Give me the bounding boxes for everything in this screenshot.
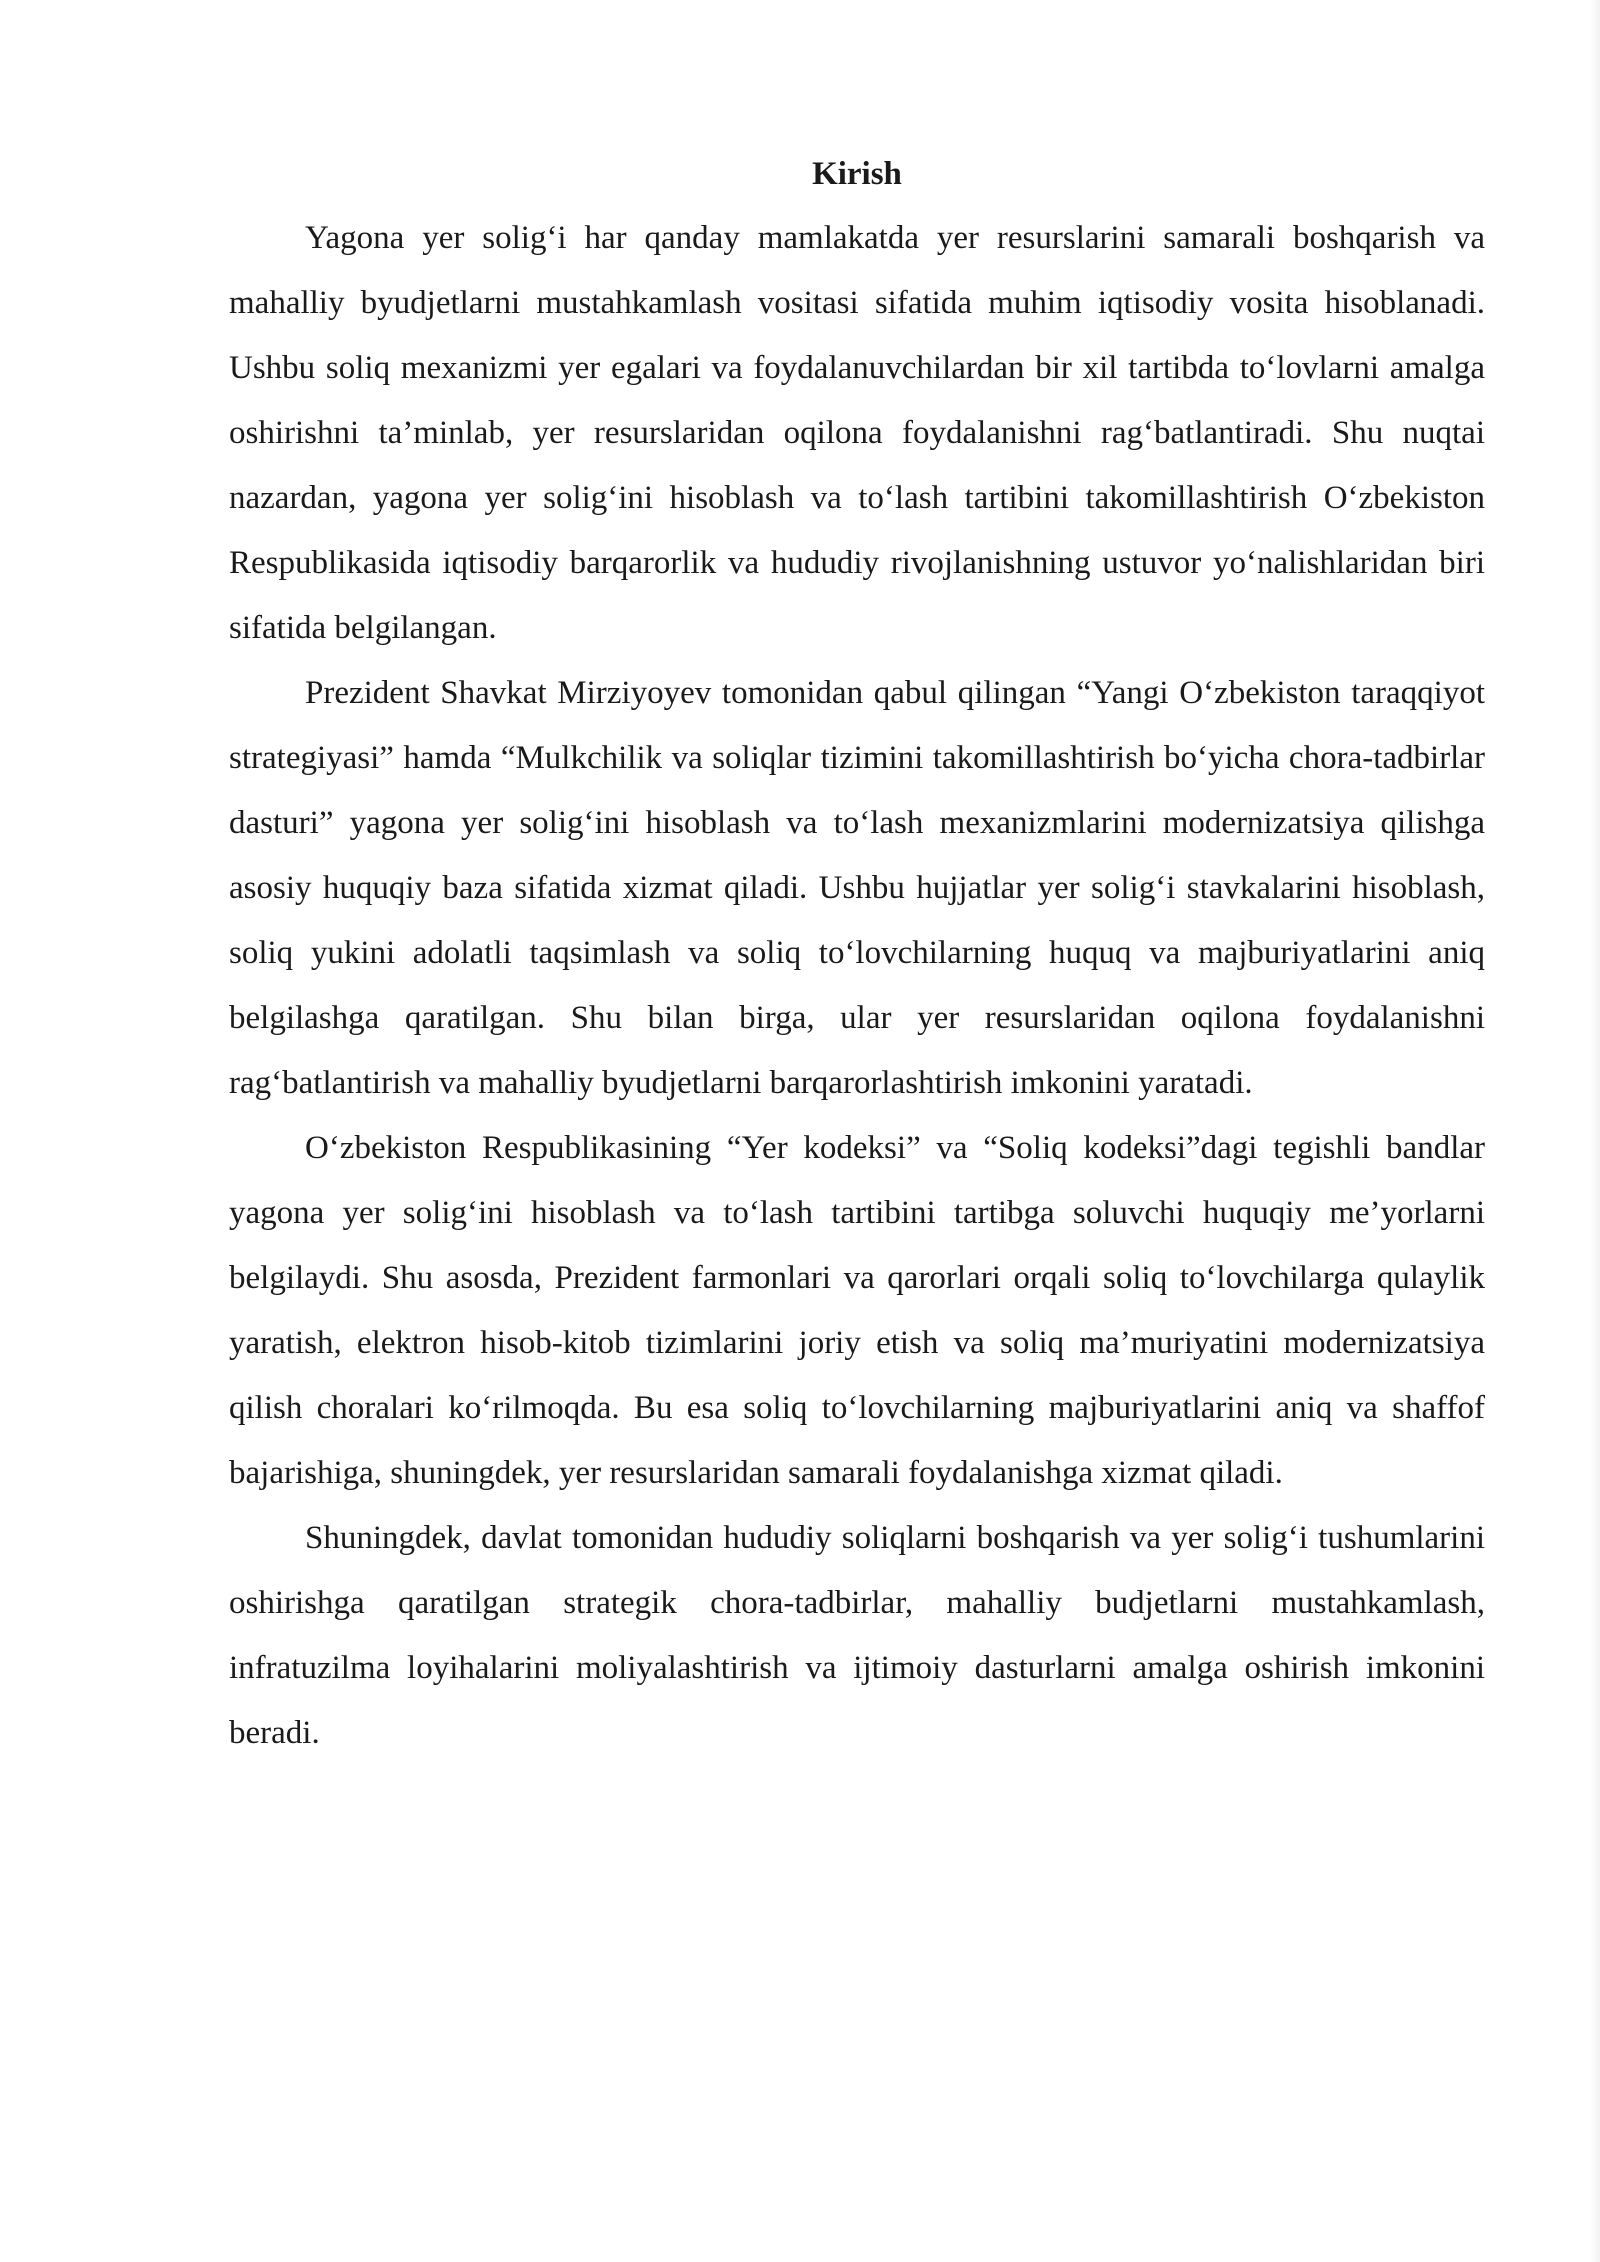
page-edge-shadow <box>1590 0 1600 2262</box>
document-body <box>229 148 1485 1766</box>
paragraph-2: Prezident Shavkat Mirziyoyev tomonidan qabul qilingan “Yangi O‘zbekiston taraqqiyot strategiyasi” hamda “Mulkchilik va soliqlar tizimini takomillashtirish bo‘yicha chora-tadbirlar dasturi” yagona yer solig‘ini hisoblash va to‘lash mexanizmlarini modernizatsiya qilishga asosiy huquqiy baza sifatida xizmat qiladi. Ushbu hujjatlar yer solig‘i stavkalarini hisoblash, soliq yukini adolatli taqsimlash va soliq to‘lovchilarning huquq va majburiyatlarini aniq belgilashga qaratilgan. Shu bilan birga, ular yer resurslaridan oqilona foydalanishni rag‘batlantirish va mahalliy byudjetlarni barqarorlashtirish imkonini yaratadi. <box>229 675 1485 1101</box>
paragraph-1: Yagona yer solig‘i har qanday mamlakatda yer resurslarini samarali boshqarish va mahalliy byudjetlarni mustahkamlash vositasi sifatida muhim iqtisodiy vosita hisoblanadi. Ushbu soliq mexanizmi yer egalari va foydalanuvchilardan bir xil tartibda to‘lovlarni amalga oshirishni ta’minlab, yer resurslaridan oqilona foydalanishni rag‘batlantiradi. Shu nuqtai nazardan, yagona yer solig‘ini hisoblash va to‘lash tartibini takomillashtirish O‘zbekiston Respublikasida iqtisodiy barqarorlik va hududiy rivojlanishning ustuvor yo‘nalishlaridan biri sifatida belgilangan. <box>229 220 1485 646</box>
paragraph-4: Shuningdek, davlat tomonidan hududiy soliqlarni boshqarish va yer solig‘i tushumlarini oshirishga qaratilgan strategik chora-tadbirlar, mahalliy budjetlarni mustahkamlash, infratuzilma loyihalarini moliyalashtirish va ijtimoiy dasturlarni amalga oshirish imkonini beradi. <box>229 1520 1485 1751</box>
section-title: Kirish <box>812 156 902 192</box>
paragraph-3: O‘zbekiston Respublikasining “Yer kodeksi” va “Soliq kodeksi”dagi tegishli bandlar yagona yer solig‘ini hisoblash va to‘lash tartibini tartibga soluvchi huquqiy me’yorlarni belgilaydi. Shu asosda, Prezident farmonlari va qarorlari orqali soliq to‘lovchilarga qulaylik yaratish, elektron hisob-kitob tizimlarini joriy etish va soliq ma’muriyatini modernizatsiya qilish choralari ko‘rilmoqda. Bu esa soliq to‘lovchilarning majburiyatlarini aniq va shaffof bajarishiga, shuningdek, yer resurslaridan samarali foydalanishga xizmat qiladi. <box>229 1130 1485 1491</box>
